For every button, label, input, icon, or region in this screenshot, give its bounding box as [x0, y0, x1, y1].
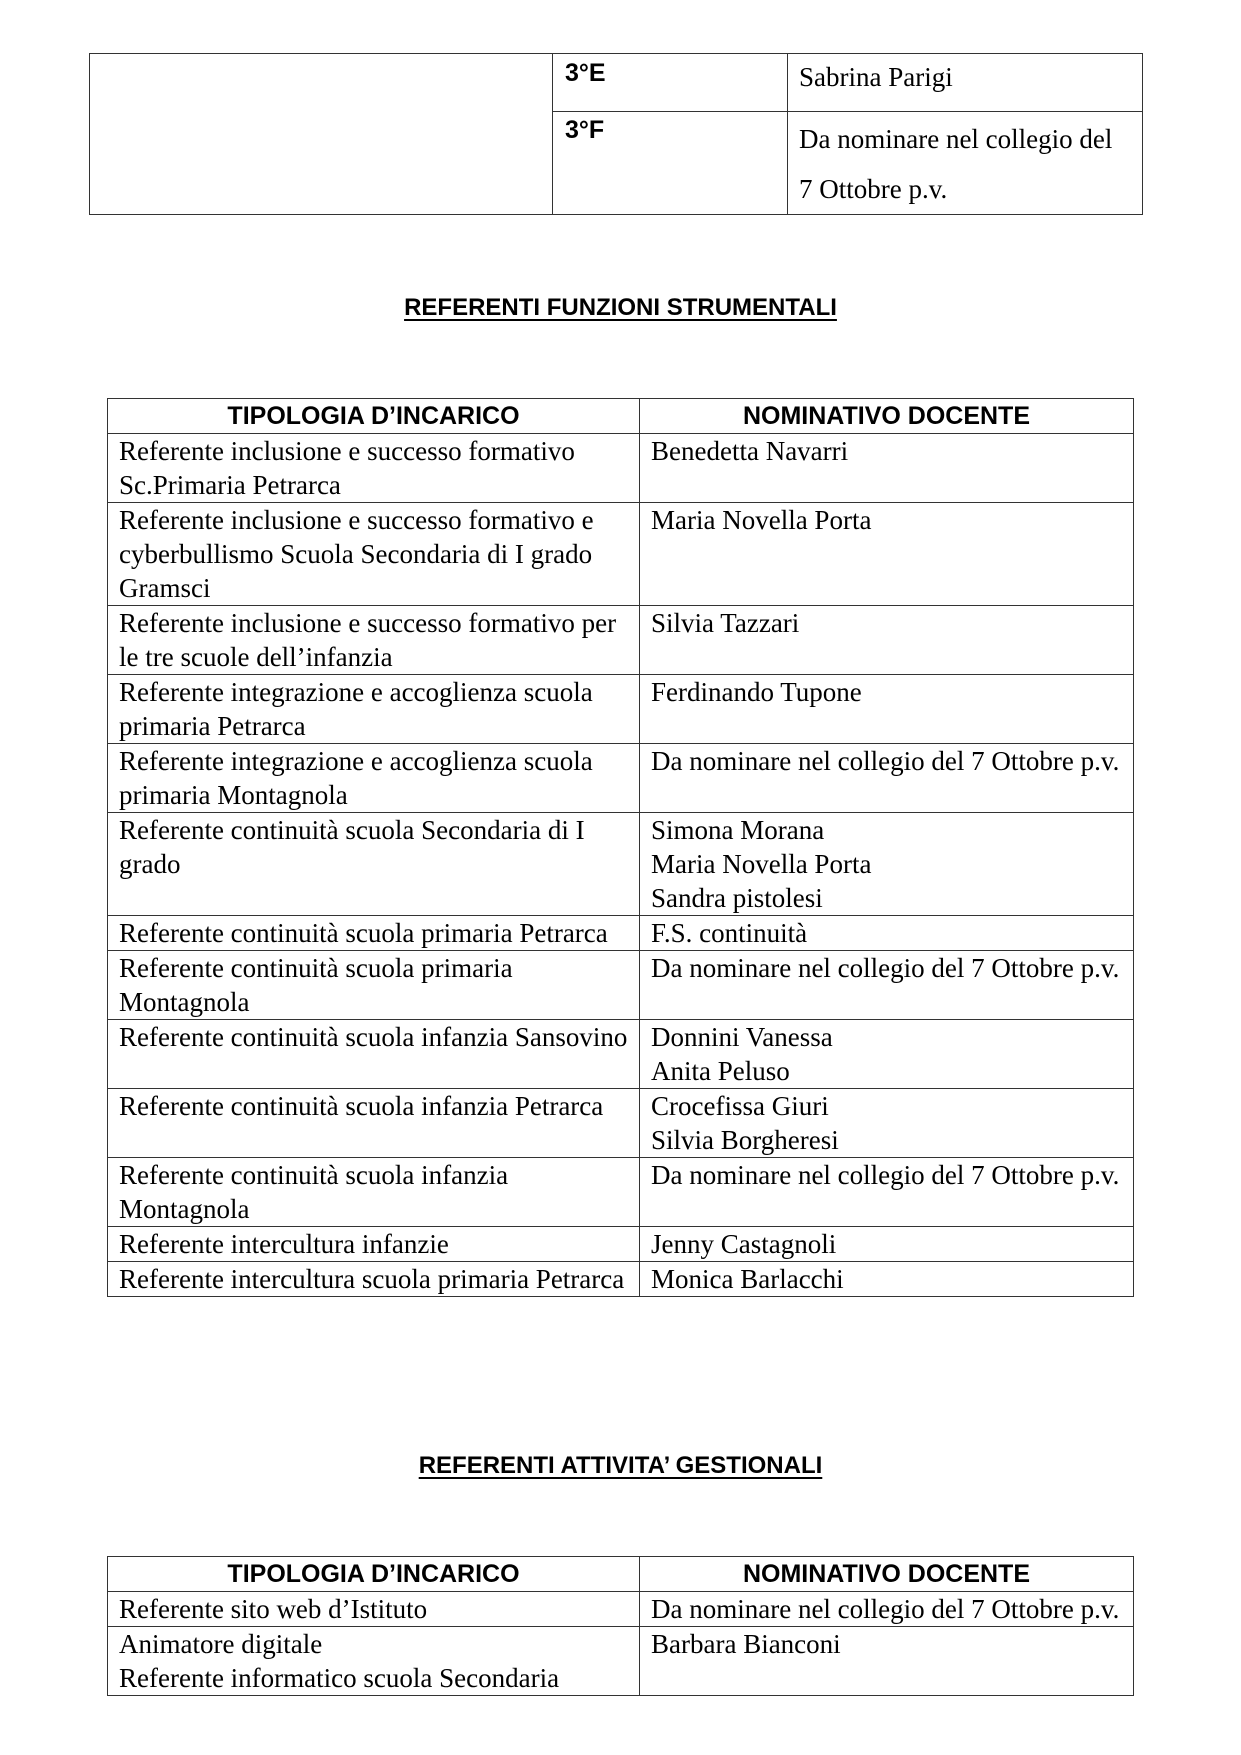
teacher-name: Barbara Bianconi	[651, 1629, 841, 1659]
teacher-name: Da nominare nel collegio del 7 Ottobre p.v.	[651, 746, 1120, 776]
role-text: Referente intercultura scuola primaria Petrarca	[119, 1264, 625, 1294]
column-header-teacher: NOMINATIVO DOCENTE	[640, 399, 1134, 434]
teacher-name: F.S. continuità	[651, 918, 808, 948]
column-header-role: TIPOLOGIA D’INCARICO	[108, 1557, 640, 1592]
table-header-row	[108, 399, 1134, 434]
class-cell: 3°F	[553, 112, 788, 215]
column-header-teacher: NOMINATIVO DOCENTE	[640, 1557, 1134, 1592]
teacher-name: Maria Novella Porta	[651, 505, 872, 535]
role-cell	[108, 1227, 640, 1262]
table-row	[108, 434, 1134, 503]
role-line: Referente informatico scuola Secondaria	[119, 1663, 560, 1693]
role-cell	[108, 434, 640, 503]
role-cell	[108, 1020, 640, 1089]
table-row	[108, 1262, 1134, 1297]
section-title-attivita-gestionali: REFERENTI ATTIVITA’ GESTIONALI	[418, 1452, 823, 1479]
teacher-name: Da nominare nel collegio del 7 Ottobre p.v.	[651, 953, 1120, 983]
teacher-name: Simona Morana	[651, 815, 825, 845]
table-row	[108, 675, 1134, 744]
teacher-cell	[640, 916, 1134, 951]
teacher-cell	[640, 1627, 1134, 1696]
role-text: Referente continuità scuola infanzia Petrarca	[119, 1091, 604, 1121]
attivita-gestionali-table	[107, 1556, 1134, 1696]
teacher-name: Ferdinando Tupone	[651, 677, 862, 707]
table-row	[108, 1227, 1134, 1262]
teacher-cell	[640, 1020, 1134, 1089]
teacher-name: Anita Peluso	[651, 1056, 790, 1086]
table-row	[108, 951, 1134, 1020]
table-body	[108, 1592, 1134, 1696]
role-text: Referente intercultura infanzie	[119, 1229, 449, 1259]
role-text: Referente continuità scuola primaria Montagnola	[119, 953, 513, 1017]
teacher-name: Crocefissa Giuri	[651, 1091, 829, 1121]
teacher-cell	[640, 503, 1134, 606]
teacher-cell	[640, 1158, 1134, 1227]
teacher-name: Maria Novella Porta	[651, 849, 872, 879]
teacher-cell	[640, 434, 1134, 503]
role-cell	[108, 675, 640, 744]
role-text: Referente continuità scuola Secondaria di I grado	[119, 815, 585, 879]
role-cell	[108, 1592, 640, 1627]
role-cell	[108, 606, 640, 675]
table-row	[108, 916, 1134, 951]
table-row	[108, 1089, 1134, 1158]
role-cell	[108, 503, 640, 606]
class-coordinators-table-continuation	[89, 53, 1143, 215]
table-row	[90, 54, 1143, 112]
teacher-cell: Da nominare nel collegio del 7 Ottobre p.v.	[788, 112, 1143, 215]
teacher-cell	[640, 1227, 1134, 1262]
teacher-cell	[640, 606, 1134, 675]
role-text: Referente inclusione e successo formativo per le tre scuole dell’infanzia	[119, 608, 617, 672]
teacher-name: Sandra pistolesi	[651, 883, 823, 913]
column-header-role: TIPOLOGIA D’INCARICO	[108, 399, 640, 434]
table-row	[108, 503, 1134, 606]
table-header-row	[108, 1557, 1134, 1592]
table-row	[108, 744, 1134, 813]
teacher-name: Benedetta Navarri	[651, 436, 849, 466]
role-text: Referente continuità scuola infanzia Montagnola	[119, 1160, 509, 1224]
role-text: Referente continuità scuola infanzia Sansovino	[119, 1022, 628, 1052]
teacher-cell: Sabrina Parigi	[788, 54, 1143, 112]
teacher-cell	[640, 951, 1134, 1020]
table-row	[108, 1592, 1134, 1627]
teacher-name: Silvia Tazzari	[651, 608, 800, 638]
teacher-cell	[640, 744, 1134, 813]
teacher-cell	[640, 1592, 1134, 1627]
teacher-name: Monica Barlacchi	[651, 1264, 844, 1294]
role-line: Referente sito web d’Istituto	[119, 1594, 428, 1624]
role-text: Referente inclusione e successo formativo Sc.Primaria Petrarca	[119, 436, 575, 500]
role-text: Referente continuità scuola primaria Petrarca	[119, 918, 608, 948]
role-text: Referente inclusione e successo formativo e cyberbullismo Scuola Secondaria di I grado Gramsci	[119, 505, 594, 603]
table-row	[108, 813, 1134, 916]
role-cell	[108, 1158, 640, 1227]
teacher-cell	[640, 675, 1134, 744]
teacher-name: Donnini Vanessa	[651, 1022, 833, 1052]
class-cell: 3°E	[553, 54, 788, 112]
role-cell	[108, 1262, 640, 1297]
role-cell	[108, 744, 640, 813]
funzioni-strumentali-table	[107, 398, 1134, 1297]
role-cell	[108, 1089, 640, 1158]
role-cell	[108, 813, 640, 916]
teacher-name: Da nominare nel collegio del 7 Ottobre p.v.	[651, 1594, 1120, 1624]
role-cell	[108, 951, 640, 1020]
teacher-cell	[640, 1262, 1134, 1297]
teacher-name: Da nominare nel collegio del 7 Ottobre p.v.	[651, 1160, 1120, 1190]
empty-cell	[90, 54, 553, 215]
role-text: Referente integrazione e accoglienza scuola primaria Montagnola	[119, 746, 593, 810]
teacher-cell	[640, 813, 1134, 916]
teacher-name: Jenny Castagnoli	[651, 1229, 837, 1259]
role-line: Animatore digitale	[119, 1629, 323, 1659]
table-body	[108, 434, 1134, 1297]
teacher-cell	[640, 1089, 1134, 1158]
table-row	[108, 1158, 1134, 1227]
role-cell	[108, 1627, 640, 1696]
table-row	[108, 1020, 1134, 1089]
role-cell	[108, 916, 640, 951]
table-row	[108, 606, 1134, 675]
role-text: Referente integrazione e accoglienza scuola primaria Petrarca	[119, 677, 593, 741]
section-title-funzioni-strumentali: REFERENTI FUNZIONI STRUMENTALI	[404, 294, 837, 321]
table-row	[108, 1627, 1134, 1696]
teacher-name: Silvia Borgheresi	[651, 1125, 839, 1155]
